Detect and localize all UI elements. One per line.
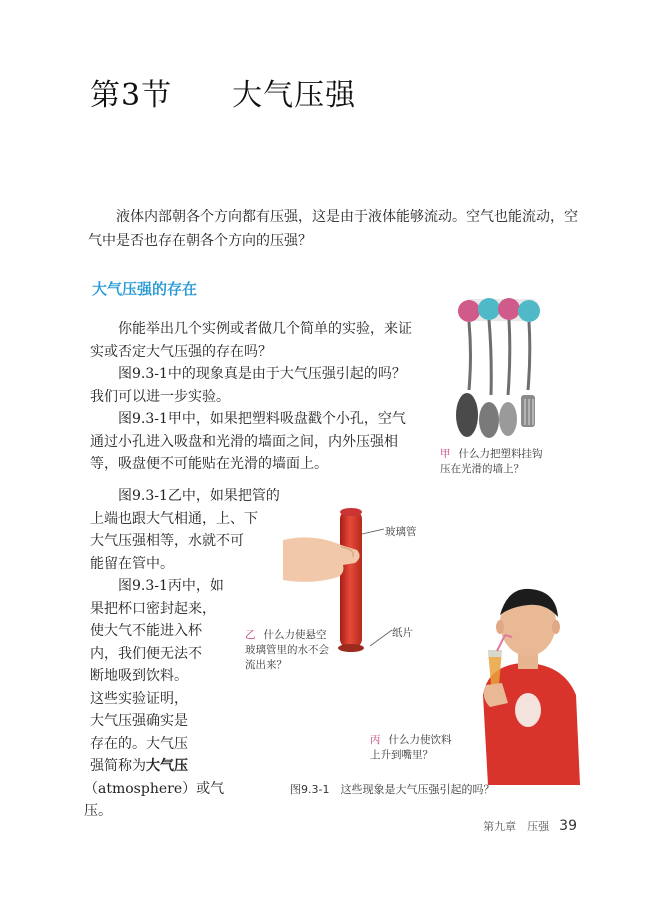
suction-hooks-illustration — [445, 295, 550, 445]
page-title — [90, 70, 356, 114]
paragraph: 你能举出几个实例或者做几个简单的实验，来证实或否定大气压强的存在吗？ — [90, 321, 412, 360]
tube-pointer-line — [362, 528, 384, 536]
section-name: 大气压强 — [232, 78, 357, 113]
section-number: 第3节 — [90, 78, 173, 113]
tube-label: 玻璃管 — [385, 526, 417, 538]
figure-caption: 图9.3-1 这些现象是大气压强引起的吗？ — [290, 783, 495, 796]
page-footer — [483, 818, 577, 834]
body-text-narrow: 图9.3-1丙中，如 果把杯口密封起来， 使大气不能进入杯 内，我们便无法不 断地吸到饮料。 这些实验证明， 大气压强确实是 存在的。大气压 强简称为大气压 （atmosphere）或气压。 — [84, 578, 225, 819]
body-text-narrow: 图9.3-1乙中，如果把管的 上端也跟大气相通，上、下 大气压强相等，水就不可 能留在管中。 — [90, 488, 280, 572]
boy-drinking-illustration — [468, 585, 586, 787]
paper-pointer-line — [370, 628, 392, 648]
caption-tag: 甲 — [440, 448, 451, 460]
caption-tag: 乙 — [245, 629, 256, 641]
paragraph: 图9.3-1中的现象真是由于大气压强引起的吗？我们可以进一步实验。 — [90, 366, 406, 405]
caption-yi: 乙 什么力使悬空 玻璃管里的水不会 流出来？ — [245, 629, 329, 671]
page-number: 39 — [559, 818, 577, 834]
section-heading: 大气压强的存在 — [92, 280, 198, 298]
caption-bing: 丙 什么力使饮料 上升到嘴里？ — [370, 734, 452, 761]
body-text — [90, 318, 415, 476]
chapter-label: 第九章 压强 — [483, 820, 550, 833]
paragraph: 图9.3-1甲中，如果把塑料吸盘戳个小孔，空气通过小孔进入吸盘和光滑的墙面之间，内外压强相等，吸盘便不可能贴在光滑的墙面上。 — [90, 411, 406, 472]
caption-tag: 丙 — [370, 734, 381, 746]
paper-label: 纸片 — [392, 627, 413, 639]
intro-paragraph: 液体内部朝各个方向都有压强，这是由于液体能够流动。空气也能流动，空气中是否也存在朝各个方向的压强？ — [88, 209, 578, 249]
term-atmosphere: 大气压 — [146, 758, 188, 774]
caption-jia: 甲 什么力把塑料挂钩 压在光滑的墙上？ — [440, 448, 543, 475]
